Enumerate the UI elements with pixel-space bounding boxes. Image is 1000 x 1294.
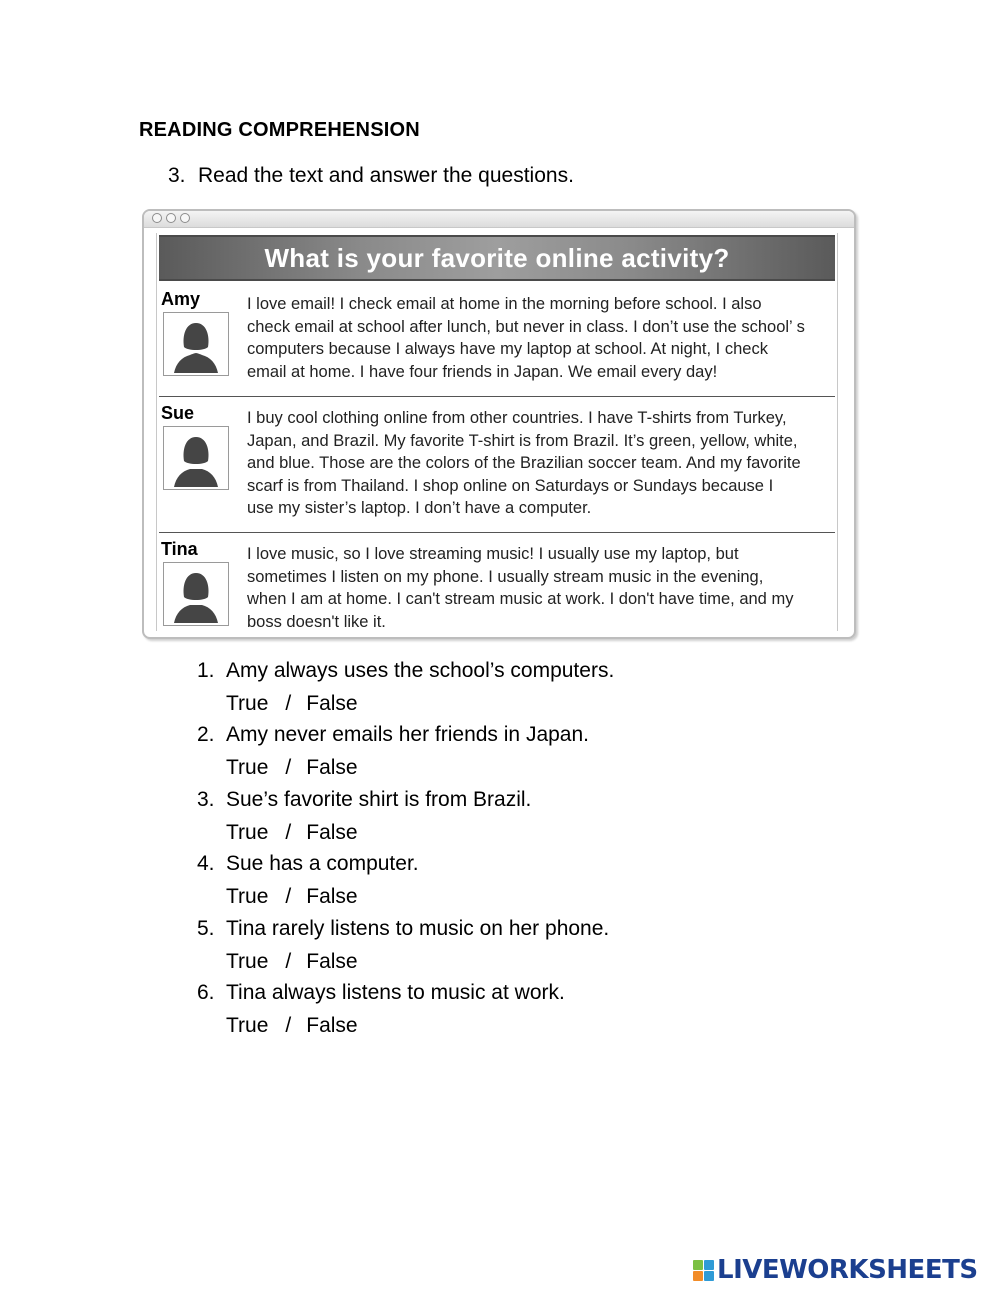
option-separator: /	[285, 692, 292, 715]
instruction	[168, 164, 574, 188]
question-number: 6.	[197, 980, 215, 1004]
entry-text	[247, 407, 842, 520]
liveworksheets-logo	[693, 1255, 978, 1285]
option-separator: /	[285, 756, 292, 780]
option-false[interactable]: False	[306, 820, 358, 844]
logo-square	[693, 1260, 703, 1270]
entry-divider	[159, 532, 835, 533]
option-true[interactable]: True	[226, 1013, 269, 1037]
question-number: 2.	[197, 723, 215, 747]
option-false[interactable]: False	[306, 949, 358, 973]
entry-text	[247, 543, 842, 633]
logo-square	[704, 1271, 714, 1281]
text-line: Japan, and Brazil. My favorite T-shirt is from Brazil. It’s green, yellow, white,	[247, 431, 798, 450]
entry-name: Tina	[161, 539, 198, 559]
entry-text	[247, 293, 842, 383]
text-line: when I am at home. I can't stream music at work. I don't have time, and my	[247, 590, 794, 608]
option-separator: /	[285, 1013, 292, 1037]
person-silhouette-icon	[163, 426, 229, 490]
text-line: computers because I always have my laptop at school. At night, I check	[247, 340, 768, 358]
option-false[interactable]: False	[306, 885, 358, 909]
question-text: Sue has a computer.	[226, 852, 419, 876]
question-number: 4.	[197, 852, 215, 876]
question-text: Amy always uses the school’s computers.	[226, 659, 615, 682]
text-line: use my sister’s laptop. I don’t have a computer.	[247, 499, 592, 517]
entry-amy	[159, 289, 835, 399]
question-number: 3.	[197, 787, 215, 811]
window-dot-icon	[152, 213, 162, 223]
text-line: check email at school after lunch, but never in class. I don’t use the school’ s	[247, 317, 805, 336]
option-false[interactable]: False	[306, 1013, 358, 1037]
instruction-text: Read the text and answer the questions.	[198, 164, 574, 187]
option-true[interactable]: True	[226, 885, 269, 909]
text-line: scarf is from Thailand. I shop online on Saturdays or Sundays because I	[247, 476, 774, 495]
logo-squares-icon	[693, 1260, 714, 1281]
option-separator: /	[285, 820, 292, 844]
option-true[interactable]: True	[226, 692, 269, 715]
question-text: Amy never emails her friends in Japan.	[226, 723, 589, 747]
entry-name: Sue	[161, 403, 195, 423]
text-line: I buy cool clothing online from other countries. I have T-shirts from Turkey,	[247, 409, 787, 427]
option-false[interactable]: False	[306, 692, 358, 715]
question-text: Tina rarely listens to music on her phone.	[226, 916, 610, 940]
option-false[interactable]: False	[306, 756, 358, 780]
entry-name: Amy	[161, 289, 201, 309]
question-number: 1.	[197, 659, 215, 682]
option-true[interactable]: True	[226, 820, 269, 844]
person-silhouette-icon	[163, 562, 229, 626]
option-true[interactable]: True	[226, 949, 269, 973]
text-line: I love music, so I love streaming music! I usually use my laptop, but	[247, 545, 739, 563]
reading-panel-window	[142, 209, 856, 639]
question-text: Tina always listens to music at work.	[226, 980, 565, 1004]
window-dot-icon	[180, 213, 190, 223]
reading-panel	[156, 233, 838, 631]
question-number: 5.	[197, 916, 215, 940]
instruction-number: 3.	[168, 164, 186, 187]
logo-text: LIVEWORKSHEETS	[717, 1255, 978, 1285]
window-title-bar	[144, 211, 854, 228]
entry-sue	[159, 403, 835, 533]
text-line: sometimes I listen on my phone. I usually stream music in the evening,	[247, 567, 764, 586]
logo-square	[704, 1260, 714, 1270]
window-dot-icon	[166, 213, 176, 223]
text-line: email at home. I have four friends in Japan. We email every day!	[247, 362, 718, 381]
text-line: I love email! I check email at home in the morning before school. I also	[247, 295, 762, 313]
text-line: and blue. Those are the colors of the Brazilian soccer team. And my favorite	[247, 454, 801, 472]
reading-panel-title: What is your favorite online activity?	[159, 235, 835, 281]
option-separator: /	[285, 885, 292, 909]
section-title: READING COMPREHENSION	[139, 119, 420, 141]
logo-square	[693, 1271, 703, 1281]
entry-tina	[159, 539, 835, 639]
option-true[interactable]: True	[226, 756, 269, 780]
entry-divider	[159, 396, 835, 397]
text-line: boss doesn't like it.	[247, 612, 386, 631]
person-silhouette-icon	[163, 312, 229, 376]
option-separator: /	[285, 949, 292, 973]
question-text: Sue’s favorite shirt is from Brazil.	[226, 787, 532, 811]
